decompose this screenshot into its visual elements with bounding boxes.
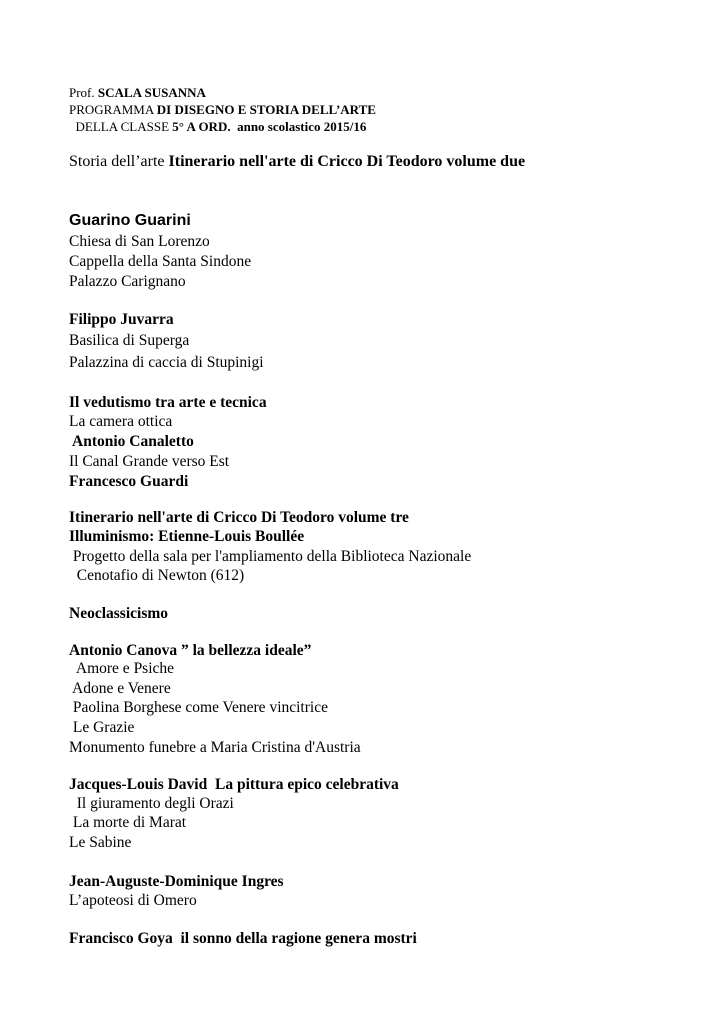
list-item: Le Sabine (69, 834, 132, 851)
artist-canaletto-name: Antonio Canaletto (69, 433, 194, 450)
section-title-canova (69, 643, 311, 659)
section-title-ingres (69, 874, 284, 890)
list-item: Il Canal Grande verso Est (69, 453, 230, 470)
class-info: 5° A ORD. anno scolastico 2015/16 (172, 119, 367, 134)
list-item: Palazzina di caccia di Stupinigi (69, 354, 264, 371)
vedutismo-title: Il vedutismo tra arte e tecnica (69, 394, 267, 411)
list-item: Le Grazie (69, 719, 135, 736)
list-item: La morte di Marat (69, 814, 187, 831)
class-prefix: DELLA CLASSE (69, 119, 173, 134)
section-title-guarini: Guarino Guarini (69, 212, 191, 229)
goya-title: Francisco Goya il sonno della ragione genera mostri (69, 930, 417, 947)
header-prof-line (69, 86, 206, 99)
list-item: Progetto della sala per l'ampliamento della Biblioteca Nazionale (69, 548, 472, 565)
list-item: Amore e Psiche (69, 660, 175, 677)
prof-prefix: Prof. (69, 85, 98, 100)
list-item: Monumento funebre a Maria Cristina d'Austria (69, 739, 361, 756)
subject-line (69, 154, 525, 170)
section-subtitle-illuminismo (69, 529, 304, 545)
section-title-neoclassicismo (69, 606, 168, 622)
list-item: Basilica di Superga (69, 332, 190, 349)
section-title-volume-tre (69, 510, 409, 526)
program-subject: DI DISEGNO E STORIA DELL’ARTE (156, 102, 376, 117)
list-item: Cenotafio di Newton (612) (69, 567, 245, 584)
list-item: Adone e Venere (69, 680, 171, 697)
list-item: Paolina Borghese come Venere vincitrice (69, 699, 328, 716)
artist-guardi (69, 474, 188, 490)
david-title: Jacques-Louis David La pittura epico celebrativa (69, 776, 399, 793)
header-program-line (69, 103, 376, 116)
list-item: Palazzo Carignano (69, 273, 186, 290)
prof-name: SCALA SUSANNA (97, 85, 206, 100)
artist-guardi-name: Francesco Guardi (69, 473, 189, 490)
volume-tre-title: Itinerario nell'arte di Cricco Di Teodoro volume tre (69, 509, 409, 526)
juvarra-title: Filippo Juvarra (69, 311, 174, 328)
section-title-david (69, 777, 399, 793)
list-item: Il giuramento degli Orazi (69, 795, 234, 812)
canova-title: Antonio Canova ” la bellezza ideale” (69, 642, 312, 659)
list-item: L’apoteosi di Omero (69, 892, 197, 909)
list-item: La camera ottica (69, 413, 173, 430)
section-title-vedutismo (69, 395, 267, 411)
subject-prefix: Storia dell’arte (69, 153, 169, 170)
subject-book: Itinerario nell'arte di Cricco Di Teodoro volume due (168, 153, 526, 170)
section-title-juvarra (69, 312, 174, 328)
illuminismo-subtitle: Illuminismo: Etienne-Louis Boullée (69, 528, 305, 545)
artist-canaletto (69, 434, 194, 450)
ingres-title: Jean-Auguste-Dominique Ingres (69, 873, 284, 890)
list-item: Cappella della Santa Sindone (69, 253, 252, 270)
list-item: Chiesa di San Lorenzo (69, 233, 210, 250)
header-class-line (69, 120, 366, 133)
section-title-goya (69, 931, 417, 947)
program-prefix: PROGRAMMA (69, 102, 157, 117)
neoclassicismo-title: Neoclassicismo (69, 605, 169, 622)
